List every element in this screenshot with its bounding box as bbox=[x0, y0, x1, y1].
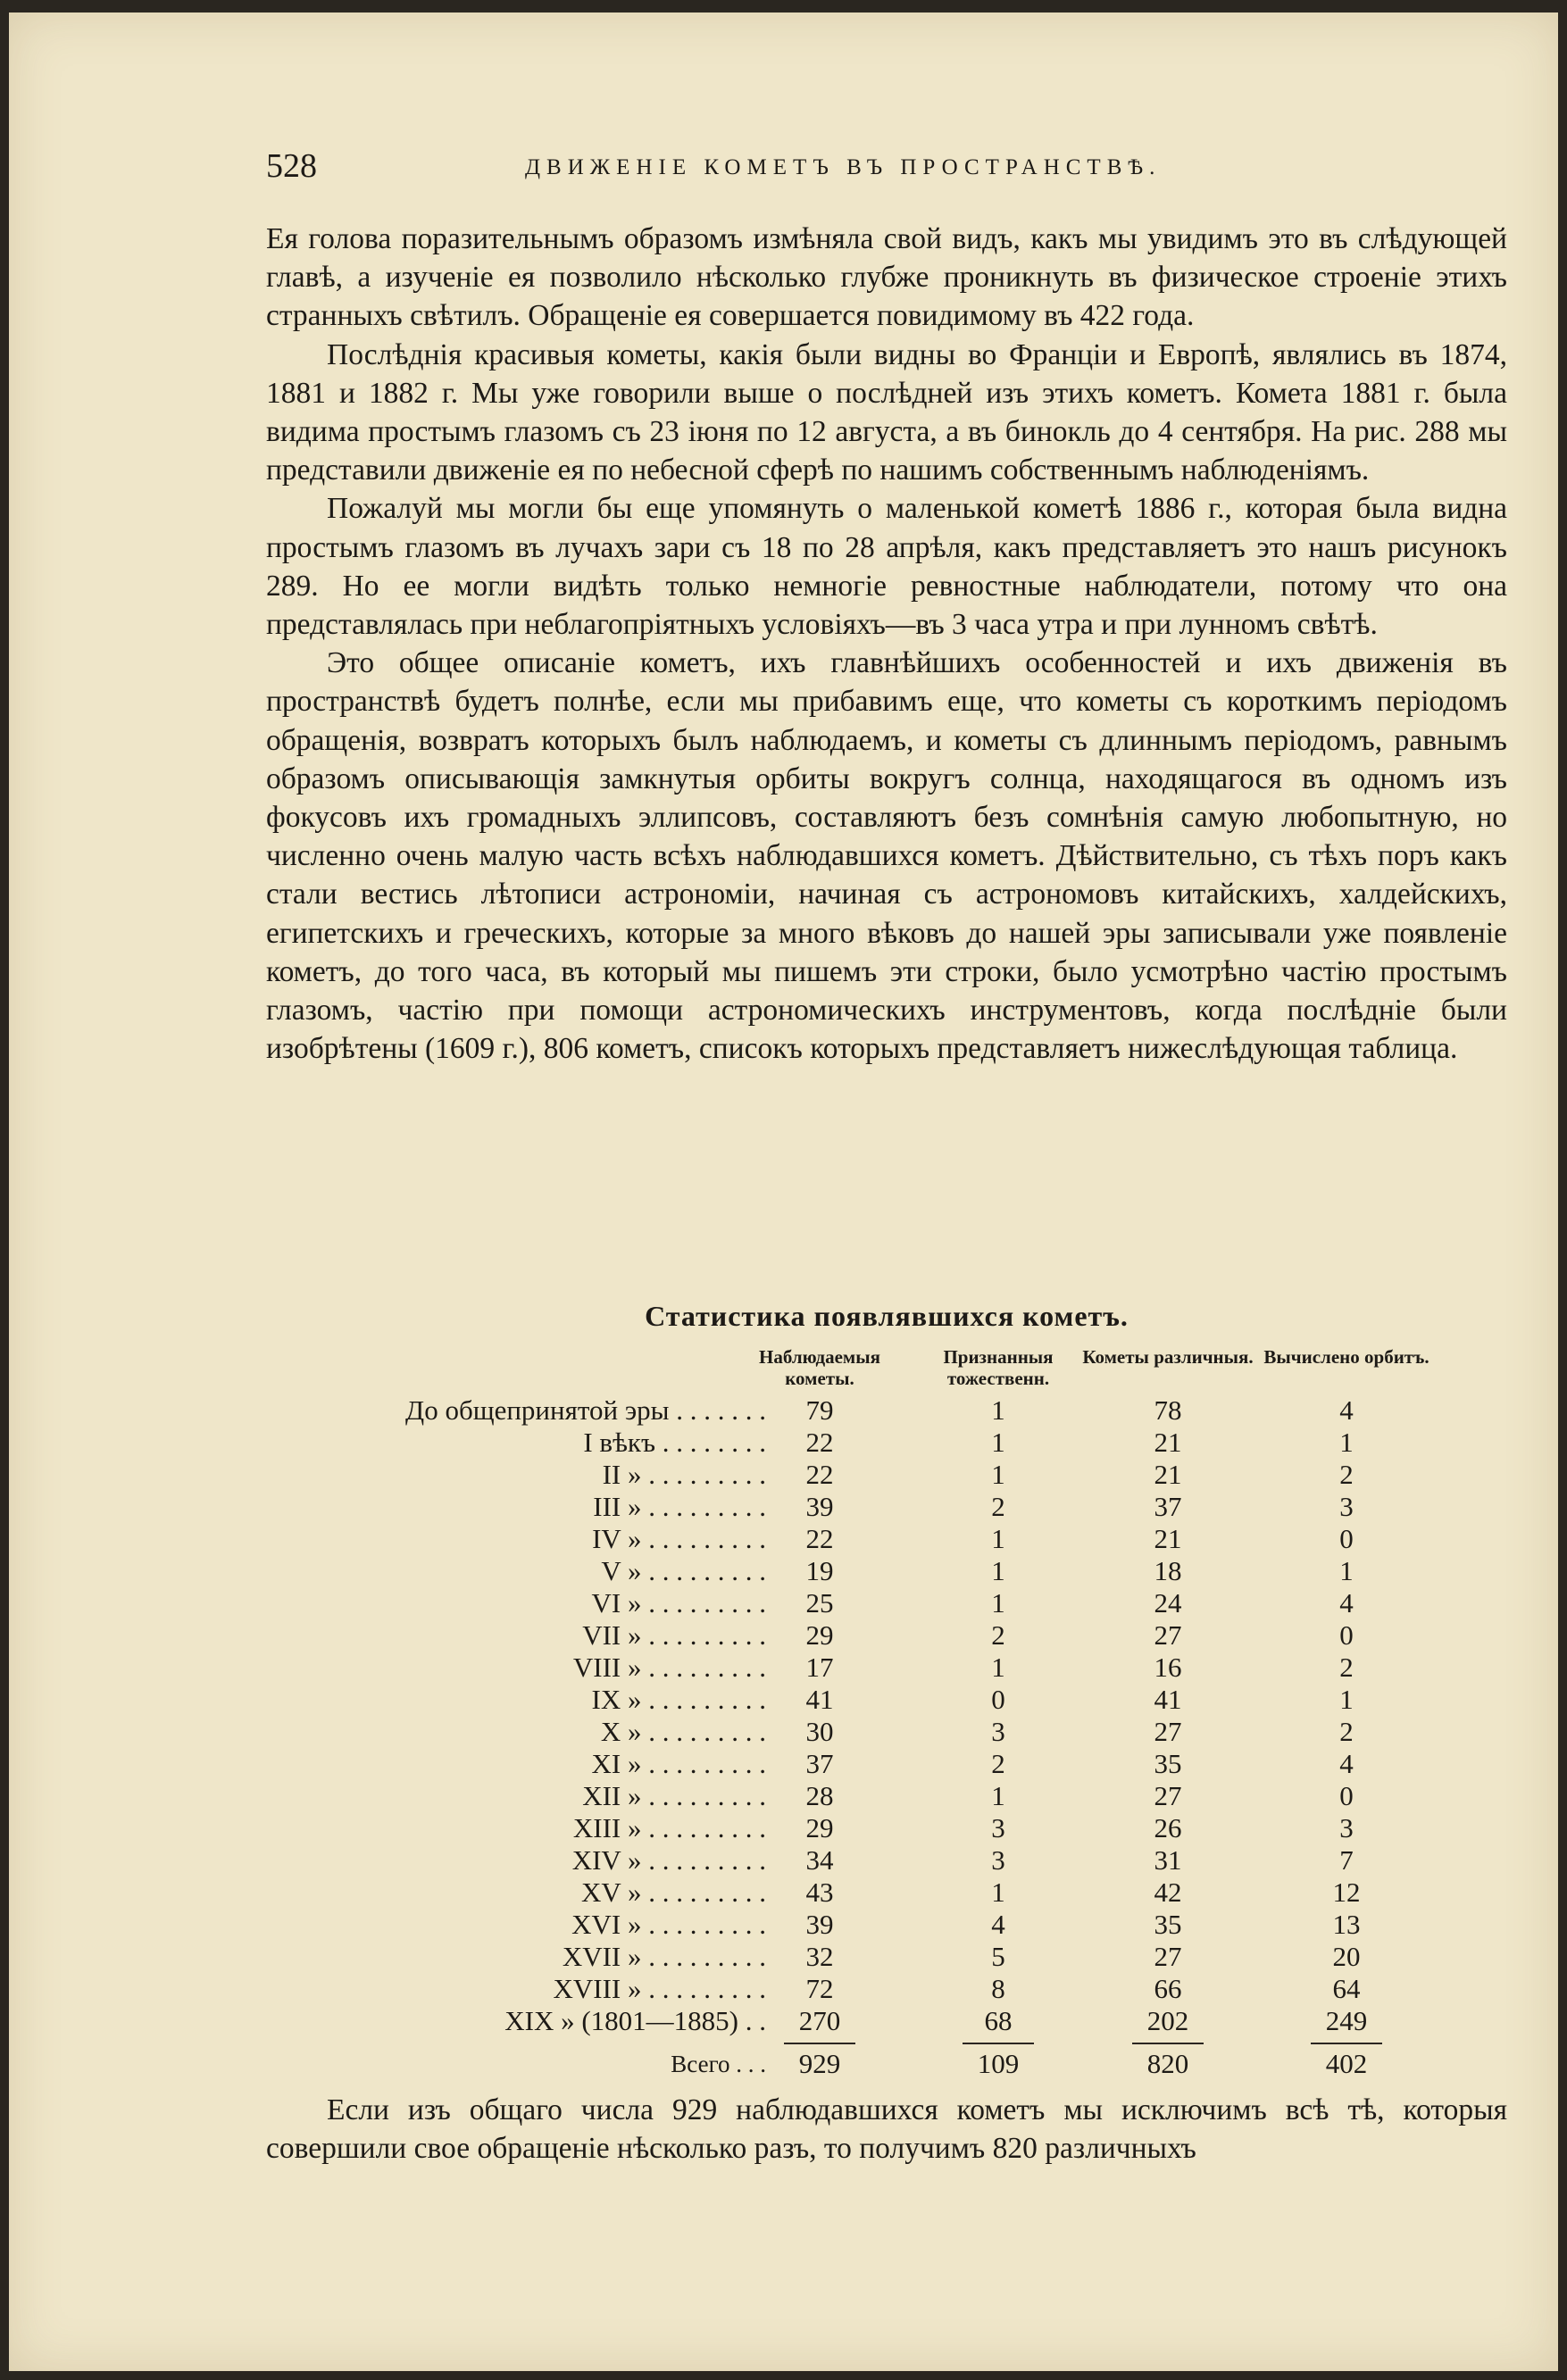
table-cell: 1 bbox=[1339, 1427, 1354, 1458]
table-cell: 39 bbox=[805, 1491, 834, 1522]
table-cell: 37 bbox=[805, 1748, 834, 1779]
table-cell: 79 bbox=[805, 1394, 834, 1426]
column-header: Кометы различныя. bbox=[1082, 1346, 1254, 1368]
table-cell: 35 bbox=[1154, 1748, 1182, 1779]
row-label: X » . . . . . . . . . bbox=[600, 1716, 766, 1747]
page-number: 528 bbox=[266, 147, 317, 185]
table-row bbox=[266, 1555, 1507, 1587]
table-row bbox=[266, 1844, 1507, 1877]
running-title: ДВИЖЕНІЕ КОМЕТЪ ВЪ ПРОСТРАНСТВѢ. bbox=[525, 155, 1162, 179]
paragraph: Если изъ общаго числа 929 наблюдавшихся кометъ мы исключимъ всѣ тѣ, которыя совершили свое обращеніе нѣсколько разъ, то получимъ 820 различныхъ bbox=[266, 2093, 1507, 2166]
table-cell: 27 bbox=[1154, 1941, 1182, 1972]
table-cell: 34 bbox=[805, 1844, 834, 1876]
table-cell: 22 bbox=[805, 1523, 834, 1554]
table-row bbox=[266, 1684, 1507, 1716]
table-cell: 72 bbox=[805, 1973, 834, 2004]
table-row bbox=[266, 1941, 1507, 1973]
table-cell: 30 bbox=[805, 1716, 834, 1747]
paragraph: Послѣднія красивыя кометы, какія были видны во Франціи и Европѣ, являлись въ 1874, 1881 и 1882 г. Мы уже говорили выше о послѣдней изъ этихъ кометъ. Комета 1881 г. была видима простымъ глазомъ съ 23 іюня по 12 августа, а въ бинокль до 4 сентября. На рис. 288 мы представили движеніе ея по небесной сферѣ по нашимъ собственнымъ наблюденіямъ. bbox=[266, 337, 1507, 487]
table-cell: 13 bbox=[1332, 1909, 1361, 1940]
table-cell: 68 bbox=[984, 2005, 1013, 2036]
row-label: XIII » . . . . . . . . . bbox=[572, 1812, 766, 1843]
table-row bbox=[266, 1491, 1507, 1523]
table-cell: 78 bbox=[1154, 1394, 1182, 1426]
table-cell: 0 bbox=[991, 1684, 1005, 1715]
table-row bbox=[266, 1652, 1507, 1684]
table-cell: 1 bbox=[991, 1459, 1005, 1490]
row-label: XVII » . . . . . . . . . bbox=[562, 1941, 766, 1972]
page-header bbox=[266, 146, 1507, 185]
table-cell: 1 bbox=[991, 1394, 1005, 1426]
table-cell: 8 bbox=[991, 1973, 1005, 2004]
table-cell: 3 bbox=[1339, 1812, 1354, 1843]
row-label: VI » . . . . . . . . . bbox=[591, 1587, 766, 1619]
table-cell: 2 bbox=[991, 1619, 1005, 1651]
table-cell: 0 bbox=[1339, 1619, 1354, 1651]
table-row bbox=[266, 1587, 1507, 1619]
table-row bbox=[266, 1812, 1507, 1844]
table-cell: 1 bbox=[991, 1523, 1005, 1554]
table-cell: 202 bbox=[1146, 2005, 1189, 2036]
total-cell: 402 bbox=[1325, 2048, 1368, 2079]
table-cell: 4 bbox=[1339, 1748, 1354, 1779]
table-cell: 2 bbox=[1339, 1716, 1354, 1747]
table-cell: 32 bbox=[805, 1941, 834, 1972]
row-label: VIII » . . . . . . . . . bbox=[572, 1652, 766, 1683]
closing-text bbox=[266, 2091, 1507, 2168]
table-cell: 19 bbox=[805, 1555, 834, 1586]
table-cell: 0 bbox=[1339, 1780, 1354, 1811]
paragraph: Пожалуй мы могли бы еще упомянуть о маленькой кометѣ 1886 г., которая была видна простымъ глазомъ въ лучахъ зари съ 18 по 28 апрѣля, какъ представляетъ это нашъ рисунокъ 289. Но ее могли видѣть только немногіе ревностные наблюдатели, потому что она представлялась при неблагопріятныхъ условіяхъ—въ 3 часа утра и при лунномъ свѣтѣ. bbox=[266, 492, 1507, 642]
table-row bbox=[266, 2005, 1507, 2037]
table-cell: 29 bbox=[805, 1619, 834, 1651]
table-row bbox=[266, 1394, 1507, 1427]
table-title: Статистика появлявшихся кометъ. bbox=[645, 1300, 1129, 1332]
table-row bbox=[266, 1459, 1507, 1491]
total-cell: 820 bbox=[1146, 2048, 1189, 2079]
column-header: Вычислено орбитъ. bbox=[1263, 1346, 1429, 1368]
table-cell: 4 bbox=[991, 1909, 1005, 1940]
row-label: XIX » (1801—1885) . . bbox=[504, 2005, 766, 2036]
table-cell: 2 bbox=[1339, 1652, 1354, 1683]
table-row bbox=[266, 1780, 1507, 1812]
row-label: XI » . . . . . . . . . bbox=[591, 1748, 766, 1779]
table-row bbox=[266, 1716, 1507, 1748]
table-cell: 29 bbox=[805, 1812, 834, 1843]
row-label: XVIII » . . . . . . . . . bbox=[553, 1973, 766, 2004]
total-rule bbox=[963, 2043, 1034, 2044]
table-cell: 4 bbox=[1339, 1587, 1354, 1619]
total-label: Всего . . . bbox=[671, 2051, 766, 2077]
table-cell: 27 bbox=[1154, 1780, 1182, 1811]
table-cell: 16 bbox=[1154, 1652, 1182, 1683]
table-cell: 2 bbox=[991, 1491, 1005, 1522]
table-cell: 27 bbox=[1154, 1716, 1182, 1747]
table-row bbox=[266, 1877, 1507, 1909]
row-label: XV » . . . . . . . . . bbox=[581, 1877, 766, 1908]
row-label: II » . . . . . . . . . bbox=[602, 1459, 766, 1490]
paragraph: Ея голова поразительнымъ образомъ измѣняла свой видъ, какъ мы увидимъ это въ слѣдующей главѣ, а изученіе ея позволило нѣсколько глубже проникнуть въ физическое строеніе этихъ странныхъ свѣтилъ. Обращеніе ея совершается повидимому въ 422 года. bbox=[266, 222, 1507, 333]
total-cell: 929 bbox=[798, 2048, 841, 2079]
table-row bbox=[266, 1909, 1507, 1941]
table-cell: 2 bbox=[991, 1748, 1005, 1779]
row-label: I вѣкъ . . . . . . . . bbox=[583, 1427, 766, 1458]
table-cell: 1 bbox=[991, 1652, 1005, 1683]
table-cell: 1 bbox=[991, 1780, 1005, 1811]
table-cell: 27 bbox=[1154, 1619, 1182, 1651]
table-cell: 35 bbox=[1154, 1909, 1182, 1940]
table-cell: 41 bbox=[805, 1684, 834, 1715]
table-cell: 0 bbox=[1339, 1523, 1354, 1554]
table-cell: 22 bbox=[805, 1427, 834, 1458]
row-label: До общепринятой эры . . . . . . . bbox=[405, 1394, 766, 1426]
table-cell: 7 bbox=[1339, 1844, 1354, 1876]
row-label: XVI » . . . . . . . . . bbox=[571, 1909, 766, 1940]
total-cell: 109 bbox=[977, 2048, 1020, 2079]
table-cell: 4 bbox=[1339, 1394, 1354, 1426]
table-cell: 1 bbox=[991, 1555, 1005, 1586]
table-cell: 21 bbox=[1154, 1523, 1182, 1554]
table-cell: 3 bbox=[991, 1812, 1005, 1843]
total-rule bbox=[1132, 2043, 1204, 2044]
column-header: Наблюдаемыя кометы. bbox=[759, 1346, 880, 1389]
table-cell: 3 bbox=[991, 1844, 1005, 1876]
table-cell: 64 bbox=[1332, 1973, 1361, 2004]
row-label: V » . . . . . . . . . bbox=[601, 1555, 766, 1586]
table-cell: 25 bbox=[805, 1587, 834, 1619]
table-total-row bbox=[266, 2046, 1507, 2082]
table-cell: 41 bbox=[1154, 1684, 1182, 1715]
table-cell: 5 bbox=[991, 1941, 1005, 1972]
row-label: IX » . . . . . . . . . bbox=[591, 1684, 766, 1715]
table-cell: 24 bbox=[1154, 1587, 1182, 1619]
table-cell: 1 bbox=[1339, 1684, 1354, 1715]
table-cell: 249 bbox=[1325, 2005, 1368, 2036]
total-rule bbox=[1311, 2043, 1382, 2044]
row-label: III » . . . . . . . . . bbox=[593, 1491, 766, 1522]
table-cell: 17 bbox=[805, 1652, 834, 1683]
row-label: XII » . . . . . . . . . bbox=[582, 1780, 766, 1811]
table-cell: 2 bbox=[1339, 1459, 1354, 1490]
table-cell: 21 bbox=[1154, 1427, 1182, 1458]
table-cell: 270 bbox=[798, 2005, 841, 2036]
paragraph: Это общее описаніе кометъ, ихъ главнѣйшихъ особенностей и ихъ движенія въ пространствѣ будетъ полнѣе, если мы прибавимъ еще, что кометы съ короткимъ періодомъ обращенія, возвратъ которыхъ былъ наблюдаемъ, и кометы съ длиннымъ періодомъ, равнымъ образомъ описывающія замкнутыя орбиты вокругъ солнца, находящагося въ одномъ изъ фокусовъ ихъ громадныхъ эллипсовъ, составляютъ безъ сомнѣнія самую любопытную, но численно очень малую часть всѣхъ наблюдавшихся кометъ. Дѣйствительно, съ тѣхъ поръ какъ стали вестись лѣтописи астрономіи, начиная съ астрономовъ китайскихъ, халдейскихъ, египетскихъ и греческихъ, которые за много вѣковъ до нашей эры записывали уже появленіе кометъ, до того часа, въ который мы пишемъ эти строки, было усмотрѣно частію простымъ глазомъ, частію при помощи астрономическихъ инструментовъ, когда послѣдніе были изобрѣтены (1609 г.), 806 кометъ, списокъ которыхъ представляетъ нижеслѣдующая таблица. bbox=[266, 646, 1507, 1066]
table-row bbox=[266, 1427, 1507, 1459]
table-row bbox=[266, 1619, 1507, 1652]
table-cell: 43 bbox=[805, 1877, 834, 1908]
table-cell: 39 bbox=[805, 1909, 834, 1940]
column-header: Признанныя тожественн. bbox=[943, 1346, 1054, 1389]
table-cell: 3 bbox=[1339, 1491, 1354, 1522]
table-cell: 37 bbox=[1154, 1491, 1182, 1522]
book-page bbox=[9, 12, 1558, 2371]
table-row bbox=[266, 1748, 1507, 1780]
table-cell: 31 bbox=[1154, 1844, 1182, 1876]
row-label: VII » . . . . . . . . . bbox=[582, 1619, 766, 1651]
table-cell: 42 bbox=[1154, 1877, 1182, 1908]
table-row bbox=[266, 1523, 1507, 1555]
table-cell: 3 bbox=[991, 1716, 1005, 1747]
table-cell: 1 bbox=[1339, 1555, 1354, 1586]
table-cell: 22 bbox=[805, 1459, 834, 1490]
table-row bbox=[266, 1973, 1507, 2005]
row-label: IV » . . . . . . . . . bbox=[592, 1523, 766, 1554]
table-cell: 12 bbox=[1332, 1877, 1361, 1908]
statistics-table bbox=[266, 1394, 1507, 2037]
table-cell: 1 bbox=[991, 1877, 1005, 1908]
table-cell: 18 bbox=[1154, 1555, 1182, 1586]
table-cell: 1 bbox=[991, 1427, 1005, 1458]
table-cell: 66 bbox=[1154, 1973, 1182, 2004]
table-cell: 1 bbox=[991, 1587, 1005, 1619]
table-cell: 20 bbox=[1332, 1941, 1361, 1972]
body-text bbox=[266, 220, 1507, 1068]
table-cell: 26 bbox=[1154, 1812, 1182, 1843]
table-cell: 21 bbox=[1154, 1459, 1182, 1490]
row-label: XIV » . . . . . . . . . bbox=[571, 1844, 766, 1876]
table-cell: 28 bbox=[805, 1780, 834, 1811]
total-rule bbox=[784, 2043, 855, 2044]
